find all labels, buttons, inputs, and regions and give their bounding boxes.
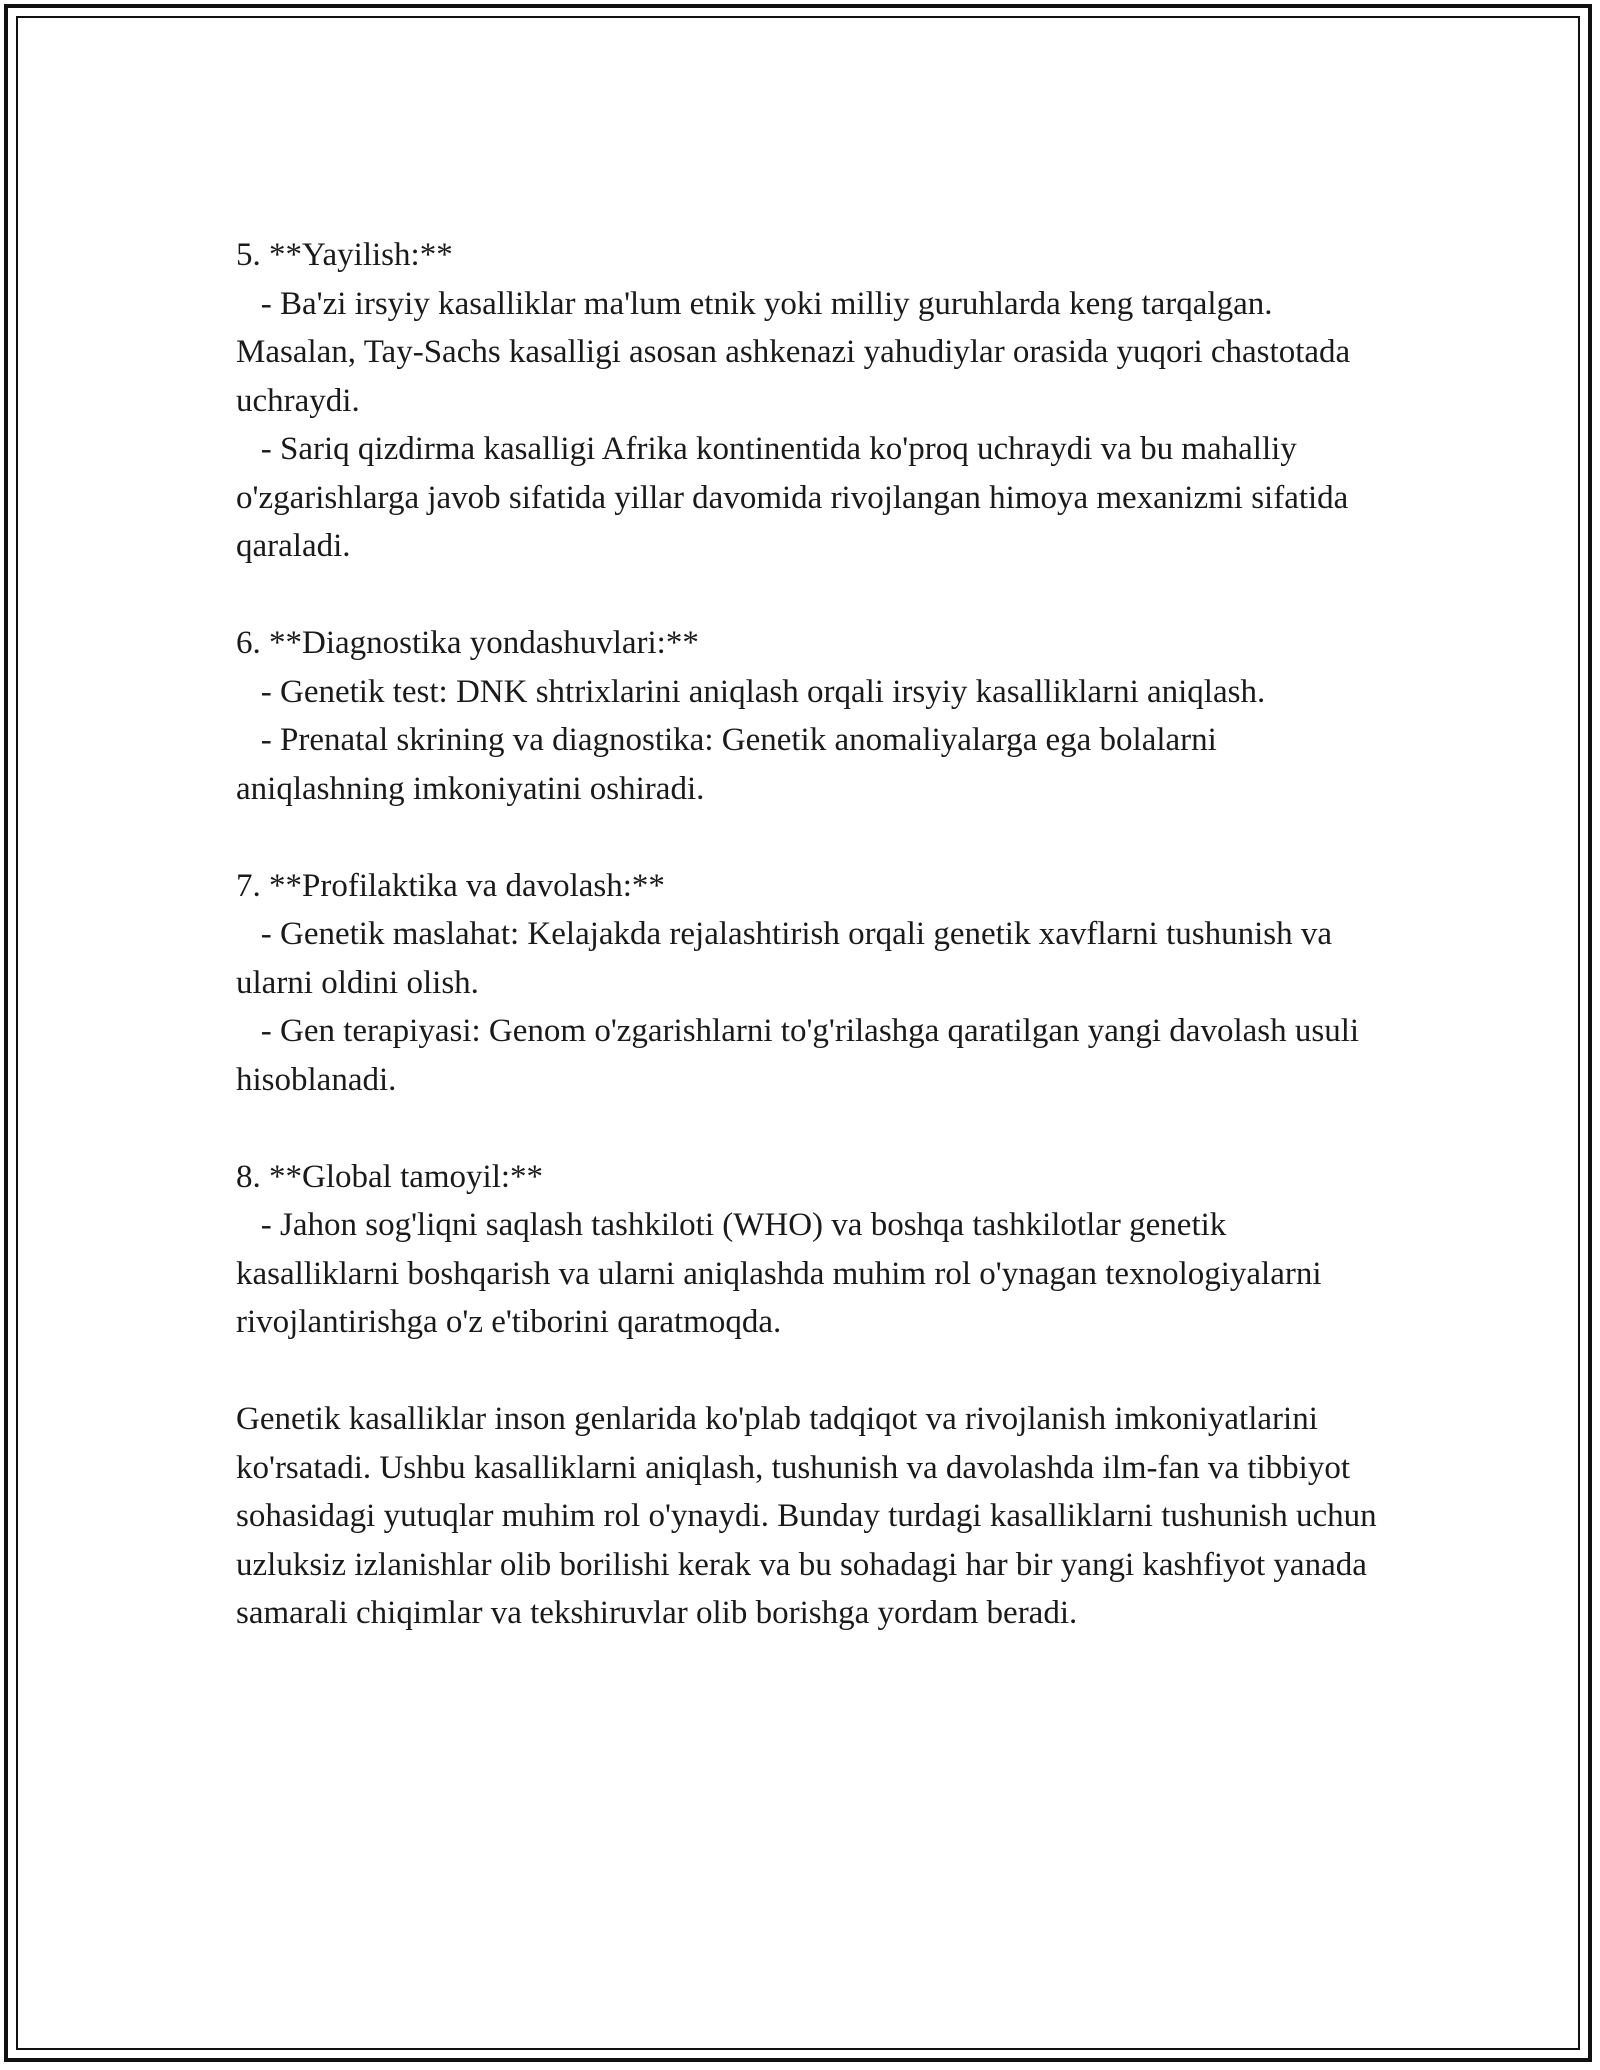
list-item-text: Gen terapiyasi: Genom o'zgarishlarni to'g'rilashga qaratilgan yangi davolash usuli hisoblanadi. [236, 1013, 1368, 1098]
dash-marker: - [236, 1207, 280, 1243]
list-item-text: Jahon sog'liqni saqlash tashkiloti (WHO) va boshqa tashkilotlar genetik kasalliklarni boshqarish va ularni aniqlashda muhim rol o'ynagan texnologiyalarni rivojlantirishga o'z e'tiborini qaratmoqda. [236, 1207, 1330, 1340]
list-item-text: Ba'zi irsyiy kasalliklar ma'lum etnik yoki milliy guruhlarda keng tarqalgan. Masalan, Tay-Sachs kasalligi asosan ashkenazi yahudiylar orasida yuqori chastotada uchraydi. [236, 285, 1359, 419]
section-heading: 5. **Yayilish:** [236, 237, 453, 273]
section-global [236, 1153, 1386, 1347]
list-item-text: Genetik test: DNK shtrixlarini aniqlash orqali irsyiy kasalliklarni aniqlash. [280, 673, 1266, 710]
document-body [236, 231, 1386, 1638]
dash-marker: - [236, 285, 280, 322]
dash-marker: - [236, 673, 280, 710]
list-item [236, 668, 1386, 717]
list-item-text: Prenatal skrining va diagnostika: Genetik anomaliyalarga ega bolalarni aniqlashning imkoniyatini oshiradi. [236, 722, 1226, 807]
list-item-text: Genetik maslahat: Kelajakda rejalashtirish orqali genetik xavflarni tushunish va ularni oldini olish. [236, 916, 1341, 1001]
section-diagnostika [236, 619, 1386, 813]
dash-marker: - [236, 722, 280, 758]
list-item-text: Sariq qizdirma kasalligi Afrika kontinentida ko'proq uchraydi va bu mahalliy o'zgarishlarga javob sifatida yillar davomida rivojlangan himoya mexanizmi sifatida qaraladi. [236, 431, 1357, 564]
section-heading: 6. **Diagnostika yondashuvlari:** [236, 625, 699, 661]
section-yayilish [236, 231, 1386, 571]
list-item [236, 425, 1386, 571]
closing-paragraph: Genetik kasalliklar inson genlarida ko'plab tadqiqot va rivojlanish imkoniyatlarini ko'rsatadi. Ushbu kasalliklarni aniqlash, tushunish va davolashda ilm-fan va tibbiyot sohasidagi yutuqlar muhim rol o'ynaydi. Bunday turdagi kasalliklarni tushunish uchun uzluksiz izlanishlar olib borilishi kerak va bu sohadagi har bir yangi kashfiyot yanada samarali chiqimlar va tekshiruvlar olib borishga yordam beradi. [236, 1401, 1385, 1631]
list-item [236, 910, 1386, 1007]
dash-marker: - [236, 431, 280, 467]
dash-marker: - [236, 1013, 280, 1049]
list-item [236, 1007, 1386, 1104]
section-profilaktika [236, 862, 1386, 1105]
section-heading: 7. **Profilaktika va davolash:** [236, 867, 665, 904]
dash-marker: - [236, 916, 280, 952]
list-item [236, 716, 1386, 813]
section-heading: 8. **Global tamoyil:** [236, 1158, 544, 1195]
list-item [236, 280, 1386, 426]
list-item [236, 1201, 1386, 1347]
